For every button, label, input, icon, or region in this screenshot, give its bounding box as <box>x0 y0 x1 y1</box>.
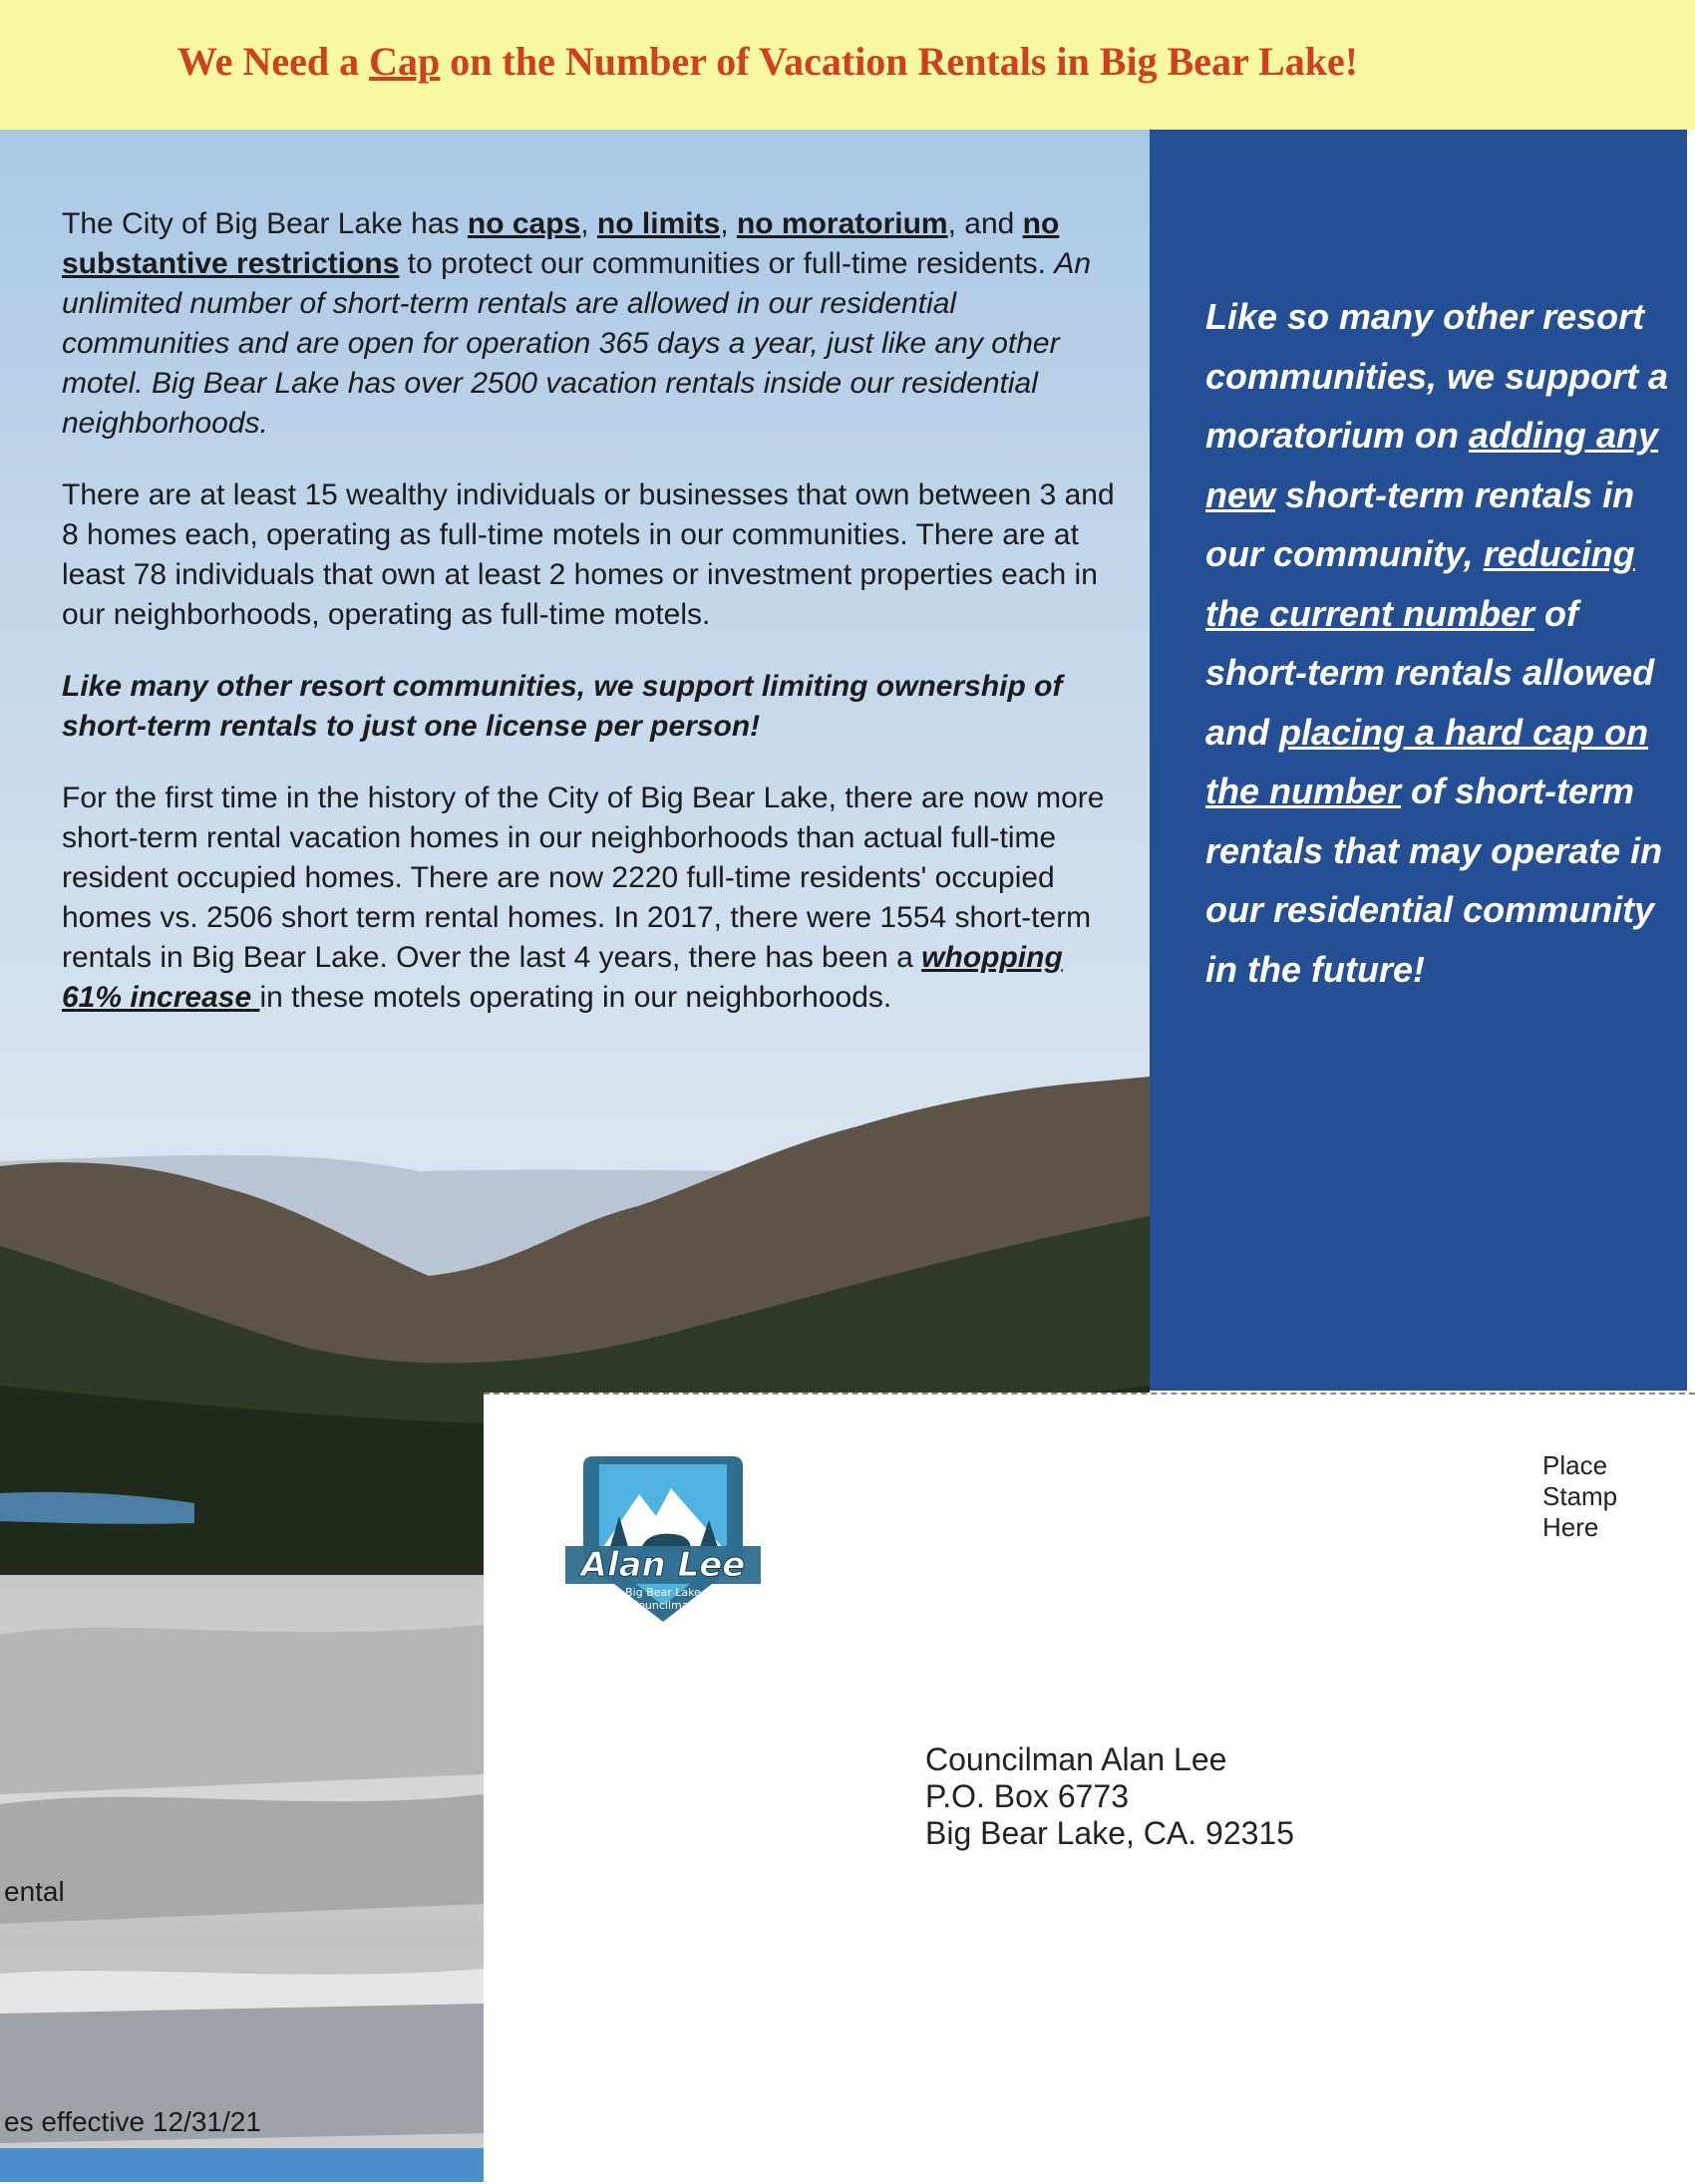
left-photo-panel <box>0 130 1150 1575</box>
banner-title-pre: We Need a <box>176 39 370 84</box>
p1-no-limits: no limits <box>596 207 721 240</box>
sidebar-text-5: of short-term rentals allowed and <box>1205 592 1655 753</box>
p1-text-i: to protect our communities or full-time residents. <box>399 247 1055 280</box>
logo-name: Alan Lee <box>580 1545 746 1585</box>
sidebar-text-1: Like so many other resort communities, we support a moratorium on <box>1205 296 1669 456</box>
p1-no-moratorium: no moratorium <box>736 207 948 240</box>
sidebar-text-reducing: reducing the current number <box>1205 533 1635 634</box>
lower-left-faded-photo <box>0 1575 484 2182</box>
sidebar-callout-text <box>1205 287 1674 999</box>
stamp-line-1: Place <box>1542 1450 1608 1480</box>
logo-subtitle-1: Big Bear Lake <box>625 1586 701 1599</box>
stamp-placeholder <box>1542 1450 1617 1543</box>
p4-text-a: For the first time in the history of the City of Big Bear Lake, there are now more short-term rental vacation homes in our neighborhoods than actual full-time resident occupied homes. There are now 2220 full-time residents' occupied homes vs. 2506 short term rental homes. In 2017, there were 1554 short-term rentals in Big Bear Lake. Over the last 4 years, there has been a <box>62 781 1105 974</box>
p1-text-a: The City of Big Bear Lake has <box>62 207 468 240</box>
mailing-address <box>925 1741 1294 1852</box>
sidebar-text-hard-cap: placing a hard cap on the number <box>1205 711 1649 811</box>
paragraph-owners: There are at least 15 wealthy individuals or businesses that own between 3 and 8 homes each, operating as full-time motels in our communities. There are at least 78 individuals that own at least 2 homes or investment properties each in our neighborhoods, operating as full-time motels. <box>62 478 1115 631</box>
stamp-line-3: Here <box>1542 1512 1599 1542</box>
address-line-1: Councilman Alan Lee <box>925 1741 1227 1777</box>
p1-and: , and <box>947 207 1023 240</box>
logo-subtitle-2: Councilman <box>630 1599 696 1612</box>
sidebar-text-7: of short-term rentals that may operate in our residential community in the future! <box>1205 771 1663 990</box>
p1-comma-2: , <box>720 207 737 240</box>
paragraph-support-limit: Like many other resort communities, we support limiting ownership of short-term rentals to just one license per person! <box>62 670 1063 743</box>
p1-italic-text: An unlimited number of short-term rentals are allowed in our residential communities and are open for operation 365 days a year, just like any other motel. Big Bear Lake has over 2500 vacation rentals inside our residential neighborhoods. <box>62 247 1092 440</box>
sidebar-text-3: short-term rentals in our community, <box>1205 473 1635 574</box>
p1-no-restrictions: no substantive restrictions <box>62 207 1060 280</box>
banner-title-cap: Cap <box>369 39 441 84</box>
faded-landscape <box>0 1575 484 2182</box>
address-line-2: P.O. Box 6773 <box>925 1778 1129 1814</box>
top-banner <box>0 0 1695 130</box>
lake-strip <box>0 2148 484 2182</box>
main-body-text <box>62 204 1119 1050</box>
sidebar-callout-panel <box>1150 130 1687 1391</box>
paragraph-intro <box>62 204 1119 444</box>
cut-off-text-effective-date: es effective 12/31/21 <box>4 2106 261 2137</box>
sidebar-text-adding-new: adding any new <box>1205 415 1659 515</box>
stamp-line-2: Stamp <box>1542 1481 1618 1511</box>
cut-off-text-rental: ental <box>4 1876 65 1907</box>
banner-title <box>0 38 1535 85</box>
address-line-3: Big Bear Lake, CA. 92315 <box>925 1815 1295 1851</box>
p1-no-caps: no caps <box>467 207 581 240</box>
p1-comma-1: , <box>580 207 597 240</box>
banner-title-post: on the Number of Vacation Rentals in Big Bear Lake! <box>440 39 1359 84</box>
alan-lee-logo <box>561 1450 766 1630</box>
p4-text-c: in these motels operating in our neighborhoods. <box>259 981 892 1014</box>
paragraph-history <box>62 779 1119 1018</box>
p4-whopping-increase: whopping 61% increase <box>62 941 1063 1014</box>
